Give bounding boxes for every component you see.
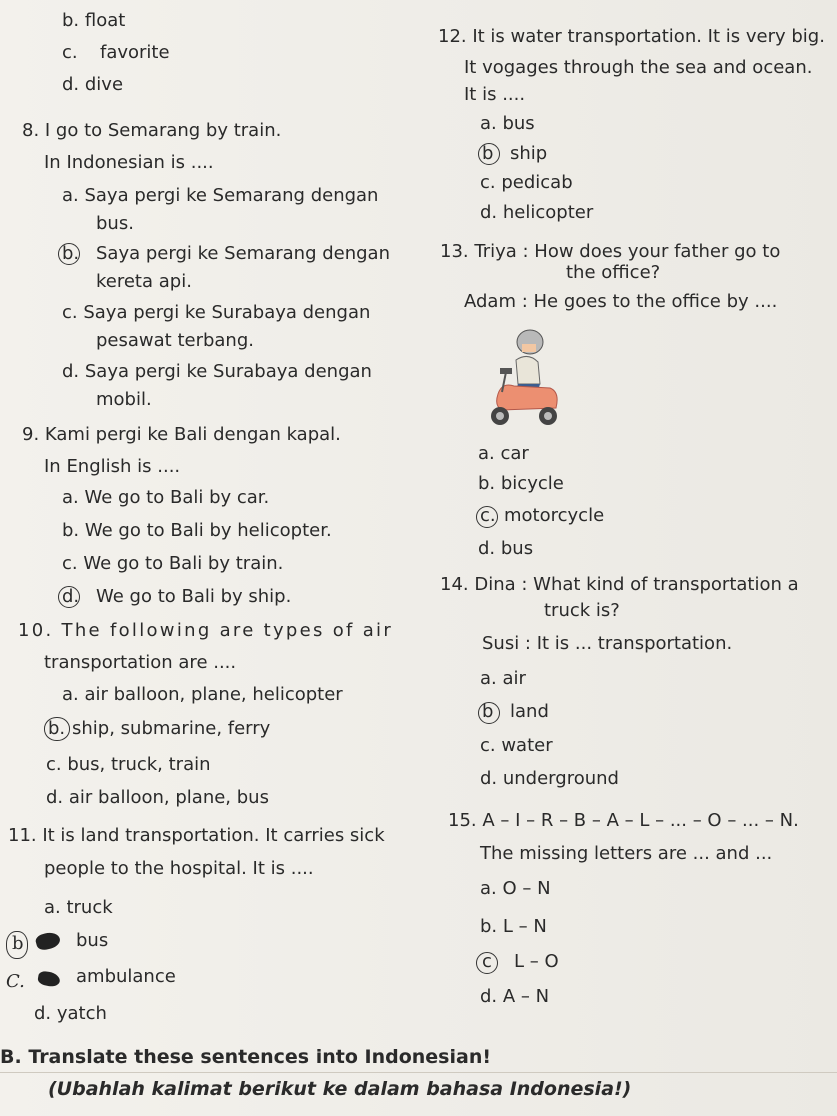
q13-option-c: motorcycle (504, 505, 605, 526)
q15-option-d: d. A – N (480, 986, 550, 1007)
q11-option-c-mark: C. (6, 971, 25, 992)
q10-option-a: a. air balloon, plane, helicopter (62, 684, 343, 705)
q9-option-a: a. We go to Bali by car. (62, 487, 270, 508)
q11-option-b: bus (76, 930, 109, 951)
q11-option-c: ambulance (76, 966, 176, 987)
q15-option-c-mark: c (482, 951, 492, 972)
q7-option-b: b. float (62, 10, 126, 31)
q12-option-c: c. pedicab (480, 172, 573, 193)
section-subtitle: (Ubahlah kalimat berikut ke dalam bahasa Indonesia!) (48, 1078, 632, 1100)
q11-stem-2: people to the hospital. It is .... (44, 858, 314, 879)
q7-option-d: d. dive (62, 74, 124, 95)
q8-option-d-cont: mobil. (96, 389, 152, 410)
q15-option-a: a. O – N (480, 878, 551, 899)
q12-stem: 12. It is water transportation. It is very big. (438, 26, 825, 47)
q11-stem: 11. It is land transportation. It carries sick (8, 825, 385, 846)
q13-stem-3: Adam : He goes to the office by .... (464, 291, 778, 312)
q15-stem: 15. A – I – R – B – A – L – ... – O – ... – N. (448, 810, 799, 831)
q8-option-a-cont: bus. (96, 213, 134, 234)
q11-option-a: a. truck (44, 897, 113, 918)
q8-stem: 8. I go to Semarang by train. (22, 120, 282, 141)
q12-option-d: d. helicopter (480, 202, 594, 223)
q12-stem-3: It is .... (464, 84, 526, 105)
page-divider (0, 1072, 837, 1073)
q10-option-b: ship, submarine, ferry (72, 718, 271, 739)
q12-option-a: a. bus (480, 113, 535, 134)
q15-option-c: L – O (514, 951, 559, 972)
q10-option-c: c. bus, truck, train (46, 754, 211, 775)
q14-stem-3: Susi : It is ... transportation. (482, 633, 733, 654)
q14-option-a: a. air (480, 668, 526, 689)
q14-option-c: c. water (480, 735, 553, 756)
q13-option-c-mark: c. (480, 505, 496, 526)
q12-option-b-mark: b (482, 143, 494, 164)
q10-stem: 10. The following are types of air (18, 620, 394, 641)
q14-option-d: d. underground (480, 768, 619, 789)
q10-option-d: d. air balloon, plane, bus (46, 787, 269, 808)
q12-option-b: ship (510, 143, 548, 164)
q13-option-a: a. car (478, 443, 529, 464)
scribble-mark (37, 970, 61, 988)
q13-stem-2: the office? (566, 262, 661, 283)
q8-option-b: Saya pergi ke Semarang dengan (96, 243, 390, 264)
q12-stem-2: It vogages through the sea and ocean. (464, 57, 813, 78)
q8-option-b-cont: kereta api. (96, 271, 192, 292)
q14-stem-2: truck is? (544, 600, 620, 621)
scooter-rider-icon (478, 322, 564, 432)
q15-option-b: b. L – N (480, 916, 547, 937)
q14-option-b: land (510, 701, 549, 722)
scribble-mark (34, 930, 61, 952)
q8-option-a: a. Saya pergi ke Semarang dengan (62, 185, 379, 206)
q8-option-c: c. Saya pergi ke Surabaya dengan (62, 302, 371, 323)
q9-option-d-mark: d. (62, 586, 80, 607)
q14-option-b-mark: b (482, 701, 494, 722)
q13-option-b: b. bicycle (478, 473, 564, 494)
q11-option-d: d. yatch (34, 1003, 107, 1024)
section-title: B. Translate these sentences into Indonesian! (0, 1046, 492, 1068)
q8-stem-2: In Indonesian is .... (44, 152, 214, 173)
q10-stem-2: transportation are .... (44, 652, 237, 673)
q7-option-c: favorite (100, 42, 170, 63)
q11-option-b-mark: b (12, 933, 24, 954)
q14-stem: 14. Dina : What kind of transportation a (440, 574, 799, 595)
q9-stem: 9. Kami pergi ke Bali dengan kapal. (22, 424, 341, 445)
q8-option-c-cont: pesawat terbang. (96, 330, 254, 351)
q9-stem-2: In English is .... (44, 456, 181, 477)
q13-stem: 13. Triya : How does your father go to (440, 241, 781, 262)
q13-option-d: d. bus (478, 538, 534, 559)
q10-option-b-mark: b. (48, 718, 66, 739)
q15-stem-2: The missing letters are ... and ... (480, 843, 773, 864)
q8-option-d: d. Saya pergi ke Surabaya dengan (62, 361, 372, 382)
q8-option-b-mark: b. (62, 243, 80, 264)
q9-option-b: b. We go to Bali by helicopter. (62, 520, 332, 541)
q9-option-d: We go to Bali by ship. (96, 586, 292, 607)
q9-option-c: c. We go to Bali by train. (62, 553, 284, 574)
q7-option-c-mark: c. (62, 42, 78, 63)
